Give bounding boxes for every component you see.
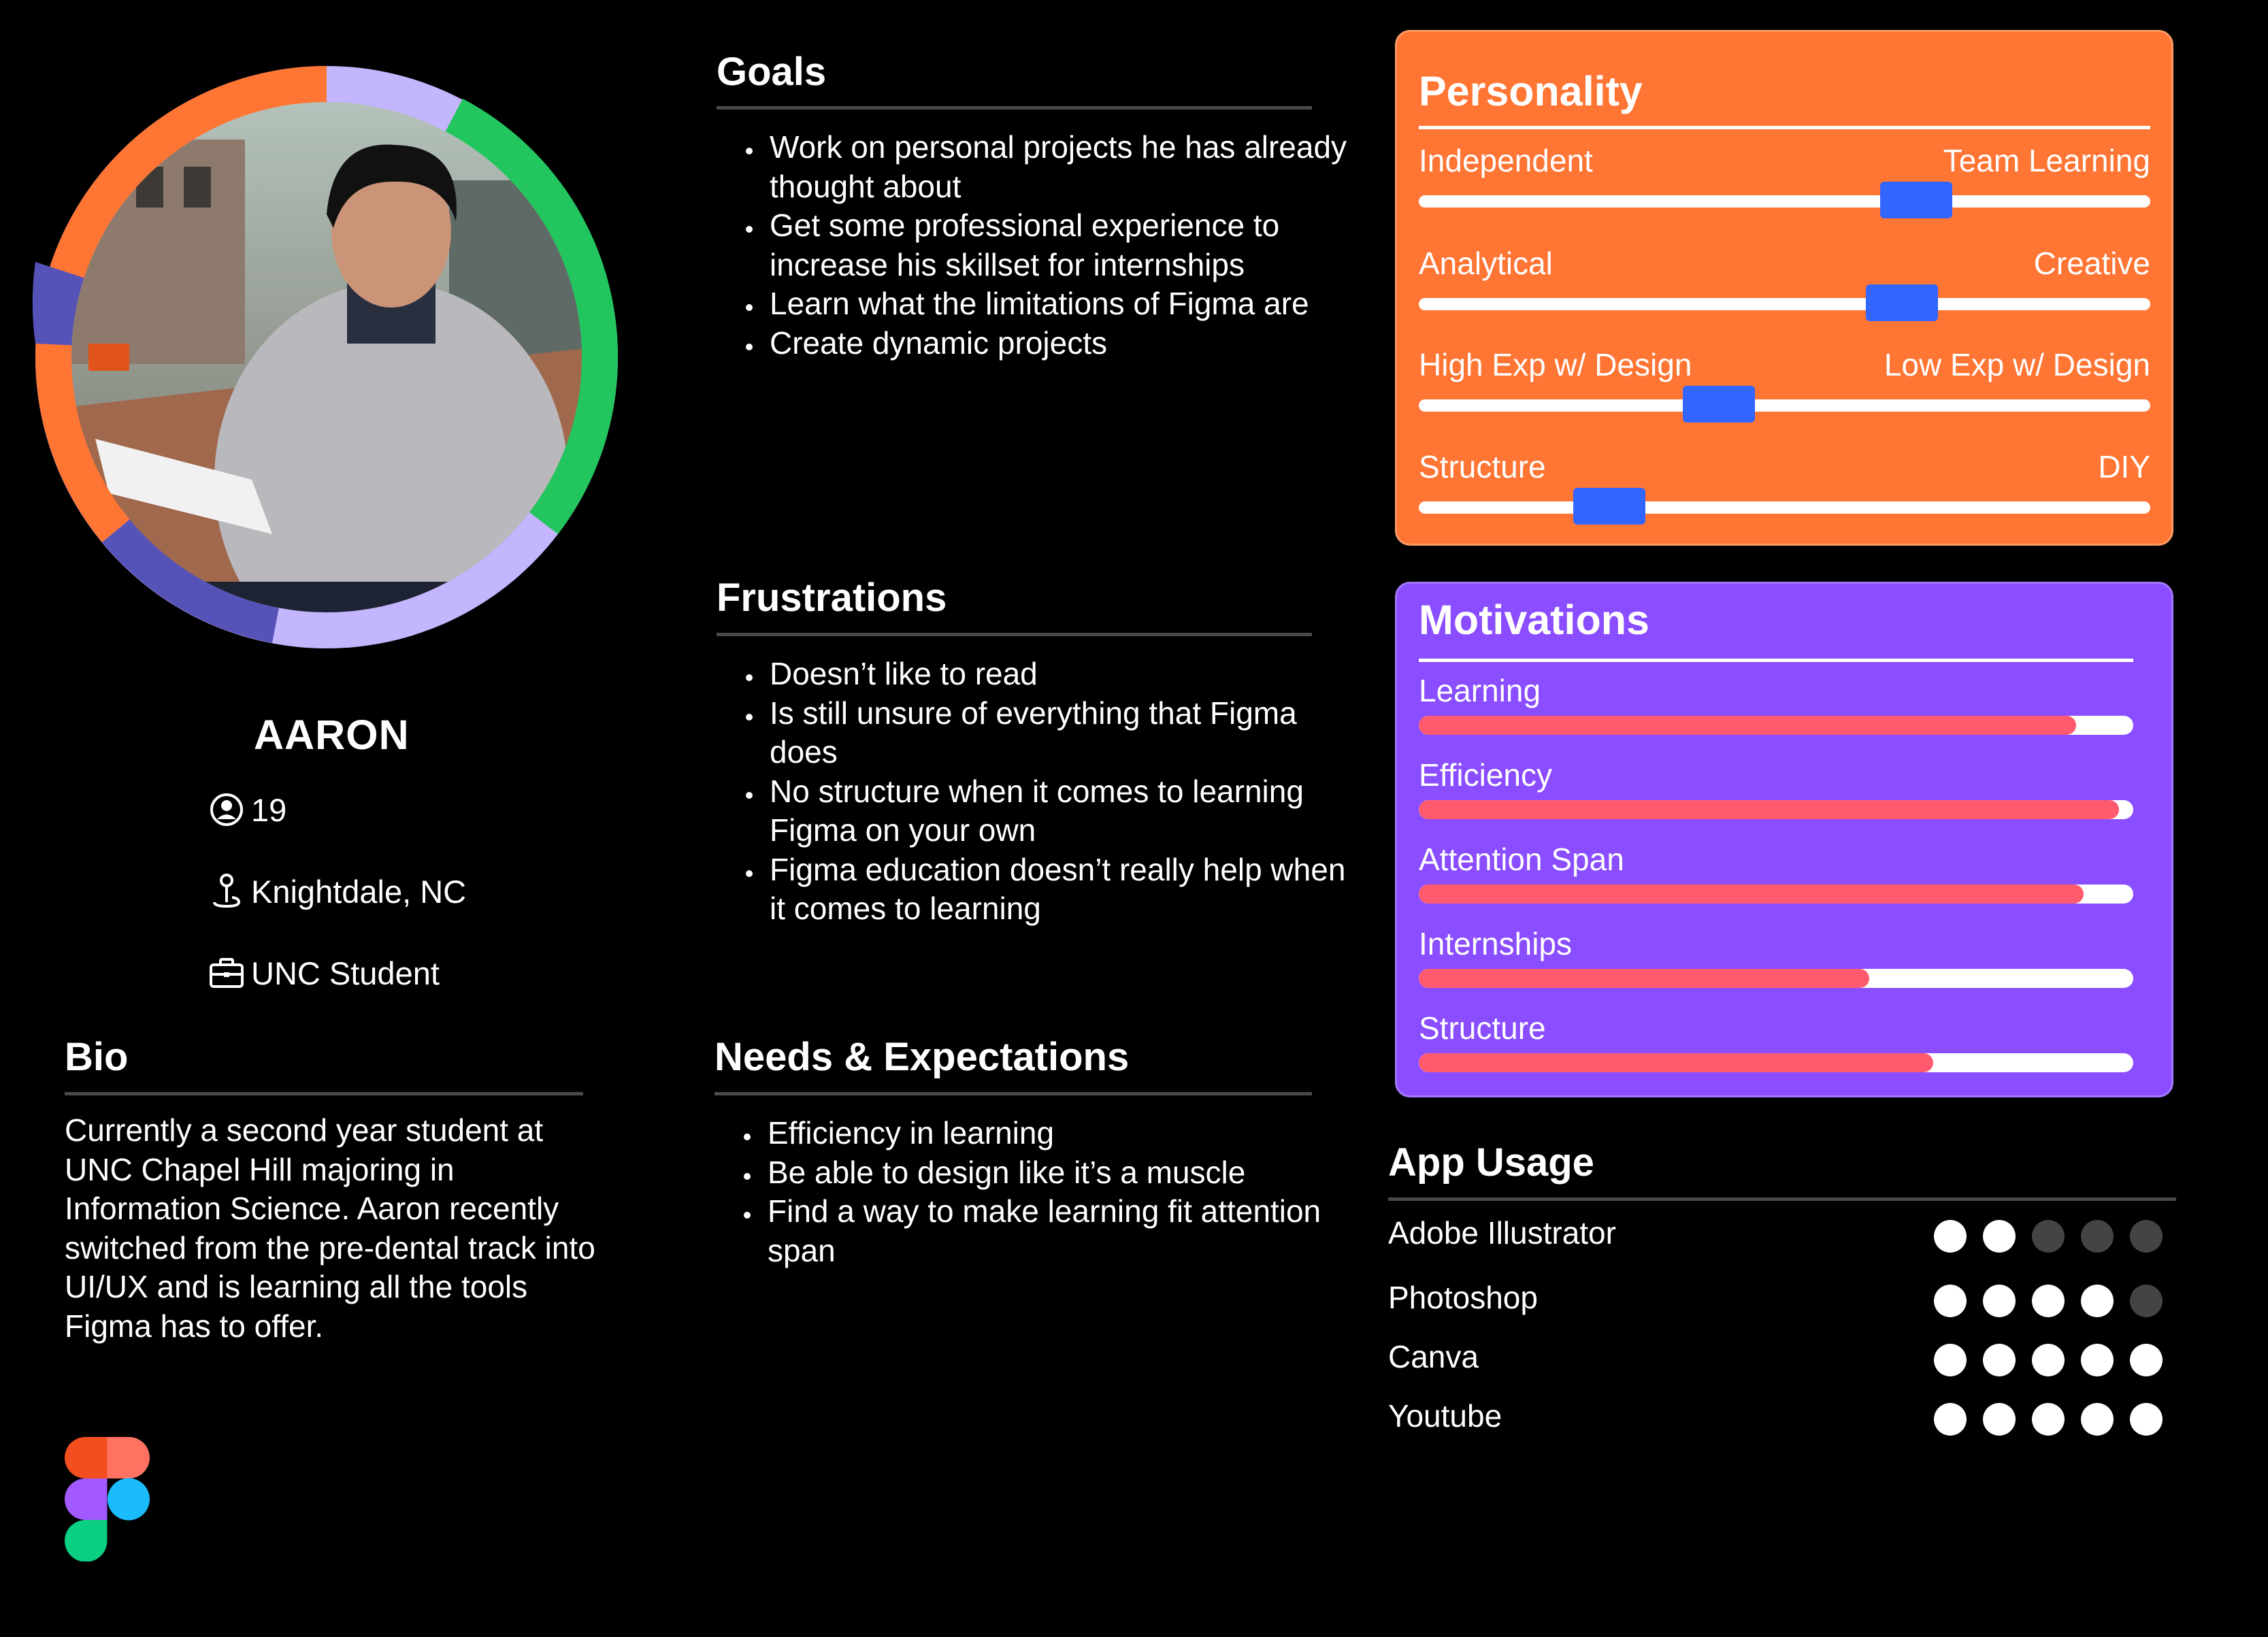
rating-dot-filled bbox=[1983, 1344, 2016, 1376]
needs-list bbox=[714, 1114, 1360, 1270]
app-rating-dots bbox=[1934, 1344, 2163, 1376]
app-name: Adobe Illustrator bbox=[1388, 1215, 1616, 1251]
bio-text: Currently a second year student at UNC Chapel Hill majoring in Information Science. Aaron recently switched from the pre-dental track into UI/UX and is learning all the tools Figma has to offer. bbox=[65, 1112, 595, 1344]
motivations-heading: Motivations bbox=[1419, 597, 1649, 643]
rating-dot-filled bbox=[2032, 1344, 2065, 1376]
rating-dot-filled bbox=[1934, 1285, 1967, 1317]
rating-dot-empty bbox=[2032, 1220, 2065, 1253]
motivation-label: Structure bbox=[1419, 1010, 1546, 1046]
needs-heading: Needs & Expectations bbox=[714, 1035, 1130, 1079]
app-usage-row bbox=[1388, 1214, 2171, 1262]
slider-right-label: Low Exp w/ Design bbox=[1884, 347, 2150, 382]
motivations-divider bbox=[1419, 659, 2133, 662]
motivation-track bbox=[1419, 800, 2133, 819]
rating-dot-filled bbox=[2081, 1285, 2114, 1317]
app-usage-row bbox=[1388, 1398, 2171, 1445]
motivation-track bbox=[1419, 969, 2133, 988]
personality-slider bbox=[1419, 448, 2150, 516]
rating-dot-filled bbox=[2081, 1344, 2114, 1376]
rating-dot-filled bbox=[2032, 1285, 2065, 1317]
slider-left-label: High Exp w/ Design bbox=[1419, 347, 1692, 382]
motivation-label: Efficiency bbox=[1419, 757, 1553, 793]
goals-heading: Goals bbox=[717, 50, 827, 94]
location-value: Knightdale, NC bbox=[251, 873, 467, 910]
motivation-track bbox=[1419, 716, 2133, 735]
rating-dot-filled bbox=[1983, 1285, 2016, 1317]
need-item: • Find a way to make learning fit attention span bbox=[762, 1192, 1360, 1270]
persona-name: AARON bbox=[254, 712, 410, 758]
app-rating-dots bbox=[1934, 1403, 2163, 1436]
motivation-label: Internships bbox=[1419, 926, 1573, 961]
need-item: • Efficiency in learning bbox=[762, 1114, 1360, 1153]
motivation-bar bbox=[1419, 672, 2133, 747]
rating-dot-filled bbox=[1983, 1220, 2016, 1253]
motivations-card bbox=[1395, 582, 2173, 1097]
goals-list bbox=[717, 128, 1360, 363]
motivation-fill bbox=[1419, 969, 1869, 988]
bio-heading: Bio bbox=[65, 1035, 129, 1079]
app-usage-row bbox=[1388, 1279, 2171, 1327]
slider-left-label: Independent bbox=[1419, 143, 1593, 178]
slider-track bbox=[1419, 195, 2150, 208]
frustrations-list bbox=[717, 655, 1360, 929]
goal-item: • Learn what the limitations of Figma are bbox=[764, 284, 1360, 324]
rating-dot-filled bbox=[2130, 1344, 2163, 1376]
app-name: Photoshop bbox=[1388, 1280, 1538, 1315]
personality-divider bbox=[1419, 126, 2150, 129]
rating-dot-filled bbox=[2032, 1403, 2065, 1436]
slider-track bbox=[1419, 399, 2150, 412]
frustration-item: • Figma education doesn’t really help when it comes to learning bbox=[764, 850, 1360, 929]
slider-right-label: Creative bbox=[2033, 246, 2150, 281]
need-item: • Be able to design like it’s a muscle bbox=[762, 1153, 1360, 1193]
location-row bbox=[208, 872, 466, 910]
personality-slider bbox=[1419, 346, 2150, 414]
motivation-bar bbox=[1419, 925, 2133, 1000]
slider-track bbox=[1419, 501, 2150, 514]
frustrations-heading: Frustrations bbox=[717, 576, 947, 620]
motivation-track bbox=[1419, 884, 2133, 904]
rating-dot-filled bbox=[1934, 1344, 1967, 1376]
needs-divider bbox=[714, 1092, 1312, 1095]
personality-heading: Personality bbox=[1419, 68, 1643, 114]
persona-avatar bbox=[27, 58, 626, 657]
slider-knob[interactable] bbox=[1880, 182, 1952, 218]
motivation-fill bbox=[1419, 716, 2076, 735]
goals-divider bbox=[717, 106, 1312, 110]
occupation-value: UNC Student bbox=[251, 955, 440, 991]
frustration-item: • Is still unsure of everything that Figma does bbox=[764, 694, 1360, 772]
person-circle-icon bbox=[208, 791, 246, 829]
rating-dot-filled bbox=[1934, 1220, 1967, 1253]
motivation-bar bbox=[1419, 1010, 2133, 1085]
occupation-row bbox=[208, 954, 440, 992]
rating-dot-filled bbox=[2130, 1403, 2163, 1436]
rating-dot-empty bbox=[2081, 1220, 2114, 1253]
motivation-fill bbox=[1419, 1053, 1933, 1072]
slider-knob[interactable] bbox=[1573, 488, 1645, 525]
rating-dot-empty bbox=[2130, 1285, 2163, 1317]
age-value: 19 bbox=[251, 791, 287, 828]
rating-dot-filled bbox=[1934, 1403, 1967, 1436]
rating-dot-filled bbox=[1983, 1403, 2016, 1436]
motivation-fill bbox=[1419, 884, 2084, 904]
rating-dot-filled bbox=[2081, 1403, 2114, 1436]
personality-slider bbox=[1419, 142, 2150, 210]
personality-card bbox=[1395, 30, 2173, 546]
app-usage-row bbox=[1388, 1338, 2171, 1386]
personality-slider bbox=[1419, 245, 2150, 313]
slider-right-label: DIY bbox=[2098, 449, 2150, 484]
motivation-label: Attention Span bbox=[1419, 842, 1624, 877]
goal-item: • Work on personal projects he has already thought about bbox=[764, 128, 1360, 206]
slider-right-label: Team Learning bbox=[1943, 143, 2150, 178]
goal-item: • Create dynamic projects bbox=[764, 324, 1360, 363]
slider-knob[interactable] bbox=[1866, 284, 1938, 321]
motivation-bar bbox=[1419, 841, 2133, 916]
frustrations-divider bbox=[717, 633, 1312, 636]
motivation-track bbox=[1419, 1053, 2133, 1072]
briefcase-icon bbox=[208, 954, 246, 992]
slider-left-label: Structure bbox=[1419, 449, 1546, 484]
app-usage-divider bbox=[1388, 1197, 2176, 1201]
frustration-item: • No structure when it comes to learning Figma on your own bbox=[764, 772, 1360, 850]
motivation-label: Learning bbox=[1419, 673, 1541, 708]
bio-divider bbox=[65, 1092, 583, 1095]
app-usage-heading: App Usage bbox=[1388, 1140, 1594, 1185]
slider-track bbox=[1419, 298, 2150, 310]
location-pin-icon bbox=[208, 872, 246, 910]
motivation-fill bbox=[1419, 800, 2119, 819]
app-rating-dots bbox=[1934, 1285, 2163, 1317]
motivation-bar bbox=[1419, 757, 2133, 831]
app-rating-dots bbox=[1934, 1220, 2163, 1253]
app-name: Canva bbox=[1388, 1339, 1479, 1374]
goal-item: • Get some professional experience to increase his skillset for internships bbox=[764, 206, 1360, 284]
rating-dot-empty bbox=[2130, 1220, 2163, 1253]
app-name: Youtube bbox=[1388, 1398, 1502, 1434]
figma-logo bbox=[65, 1437, 150, 1561]
age-row bbox=[208, 791, 286, 829]
frustration-item: • Doesn’t like to read bbox=[764, 655, 1360, 694]
slider-left-label: Analytical bbox=[1419, 246, 1553, 281]
slider-knob[interactable] bbox=[1683, 386, 1755, 423]
